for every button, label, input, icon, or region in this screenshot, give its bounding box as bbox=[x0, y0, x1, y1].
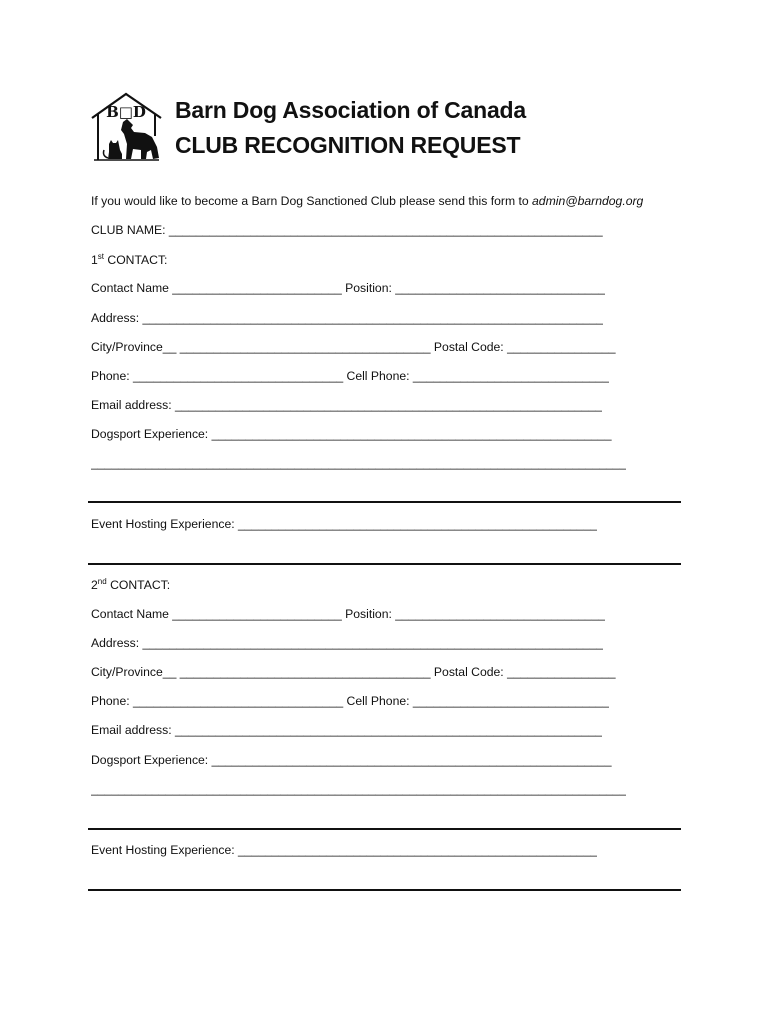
contact2-heading-sup: nd bbox=[97, 578, 107, 586]
barn-dog-logo bbox=[89, 92, 164, 164]
section-divider bbox=[88, 501, 681, 503]
contact1-address-field[interactable]: Address: ____________________________________________________________________ bbox=[91, 311, 604, 325]
contact2-email-field[interactable]: Email address: _______________________________________________________________ bbox=[91, 723, 603, 737]
contact1-dogsport-continued-field[interactable]: _______________________________________________________________________________ bbox=[91, 456, 627, 470]
contact1-heading bbox=[91, 253, 167, 267]
contact1-name-position-field[interactable]: Contact Name _________________________ Position: _______________________________ bbox=[91, 281, 606, 295]
intro-text-body: If you would like to become a Barn Dog Sanctioned Club please send this form to bbox=[91, 194, 533, 208]
section-divider bbox=[88, 889, 681, 891]
contact2-heading bbox=[91, 578, 170, 592]
contact1-heading-rest: CONTACT: bbox=[104, 253, 168, 267]
club-name-field[interactable]: CLUB NAME: ________________________________________________________________ bbox=[91, 223, 603, 237]
contact-email-link[interactable]: admin@barndog.org bbox=[532, 194, 644, 208]
contact2-event-hosting-field[interactable]: Event Hosting Experience: _____________________________________________________ bbox=[91, 843, 598, 857]
section-divider bbox=[88, 563, 681, 565]
contact1-event-hosting-field[interactable]: Event Hosting Experience: _____________________________________________________ bbox=[91, 517, 598, 531]
contact2-address-field[interactable]: Address: ____________________________________________________________________ bbox=[91, 636, 604, 650]
section-divider bbox=[88, 828, 681, 830]
contact2-dogsport-field[interactable]: Dogsport Experience: ___________________________________________________________ bbox=[91, 753, 612, 767]
contact2-name-position-field[interactable]: Contact Name _________________________ Position: _______________________________ bbox=[91, 607, 606, 621]
contact1-dogsport-field[interactable]: Dogsport Experience: ___________________________________________________________ bbox=[91, 427, 612, 441]
organization-title: Barn Dog Association of Canada bbox=[175, 97, 526, 123]
intro-text bbox=[91, 194, 643, 208]
contact1-city-postal-field[interactable]: City/Province__ _____________________________________ Postal Code: ________________ bbox=[91, 340, 616, 354]
contact2-city-postal-field[interactable]: City/Province__ _____________________________________ Postal Code: ________________ bbox=[91, 665, 616, 679]
contact2-heading-num: 2 bbox=[91, 578, 98, 592]
contact1-email-field[interactable]: Email address: _______________________________________________________________ bbox=[91, 398, 603, 412]
contact1-heading-num: 1 bbox=[91, 253, 98, 267]
contact1-heading-sup: st bbox=[97, 253, 105, 261]
logo-text: B□D bbox=[106, 103, 146, 121]
contact2-heading-rest: CONTACT: bbox=[106, 578, 171, 592]
contact2-dogsport-continued-field[interactable]: _______________________________________________________________________________ bbox=[91, 782, 627, 796]
form-title: CLUB RECOGNITION REQUEST bbox=[175, 132, 521, 158]
contact1-phone-field[interactable]: Phone: _______________________________ Cell Phone: _____________________________ bbox=[91, 369, 610, 383]
contact2-phone-field[interactable]: Phone: _______________________________ Cell Phone: _____________________________ bbox=[91, 694, 610, 708]
